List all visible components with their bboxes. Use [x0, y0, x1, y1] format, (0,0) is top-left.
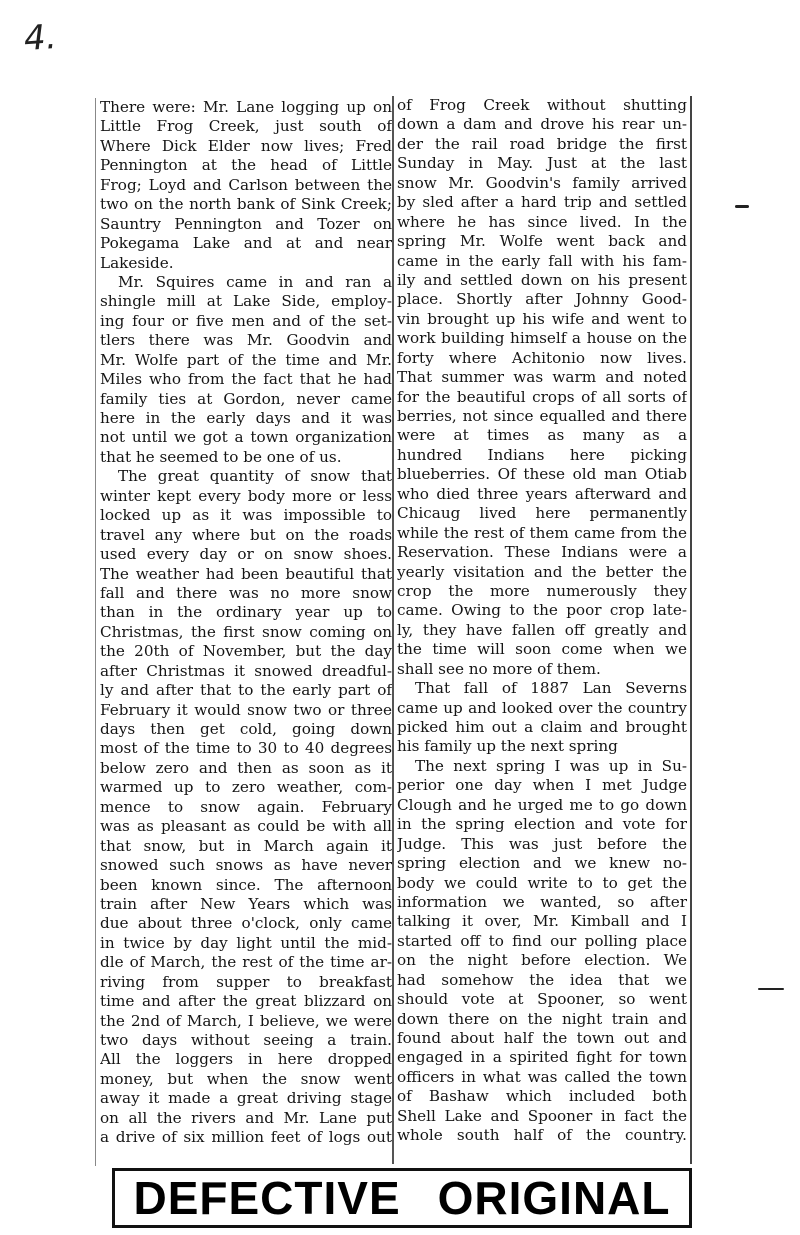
text-line: warmed up to zero weather, com- [100, 778, 392, 797]
text-line: talking it over, Mr. Kimball and I [397, 912, 687, 931]
text-line: vin brought up his wife and went to [397, 309, 687, 328]
text-line: body we could write to to get the [397, 873, 687, 892]
text-line: were at times as many as a [397, 426, 687, 445]
text-line: The next spring I was up in Su- [415, 756, 687, 775]
text-line: down a dam and drove his rear un- [397, 115, 687, 134]
text-line: The great quantity of snow that [118, 467, 392, 486]
text-line: been known since. The afternoon [100, 875, 392, 894]
text-line: came up and looked over the country [397, 698, 687, 717]
text-line: Pennington at the head of Little [100, 156, 392, 175]
text-line: engaged in a spirited fight for town [397, 1048, 687, 1067]
text-line: mence to snow again. February [100, 797, 392, 816]
text-line: while the rest of them came from the [397, 523, 687, 542]
text-line: on the night before election. We [397, 951, 687, 970]
text-line: days then get cold, going down [100, 720, 392, 738]
text-line: yearly visitation and the better the [397, 562, 687, 581]
text-line: who died three years afterward and [397, 484, 687, 503]
text-line: after Christmas it snowed dreadful- [100, 661, 392, 680]
text-line: travel any where but on the roads [100, 525, 392, 544]
text-line: Christmas, the first snow coming on [100, 622, 392, 641]
text-line: dle of March, the rest of the time ar- [100, 953, 392, 972]
text-line: work building himself a house on the [397, 329, 687, 348]
text-line: Chicaug lived here permanently [397, 504, 687, 523]
text-line: should vote at Spooner, so went [397, 990, 687, 1009]
text-line: the 2nd of March, I believe, we were [100, 1011, 392, 1030]
text-line: Little Frog Creek, just south of [100, 117, 392, 136]
text-line: Where Dick Elder now lives; Fred [100, 136, 392, 155]
text-line: Frog; Loyd and Carlson between the [100, 175, 392, 194]
text-line: of Bashaw which included both [397, 1087, 687, 1106]
text-line: Mr. Squires came in and ran a [118, 272, 392, 291]
text-line: found about half the town out and [397, 1029, 687, 1047]
text-line: below zero and then as soon as it [100, 758, 392, 777]
text-line: had somehow the idea that we [397, 970, 687, 989]
text-line: in twice by day light until the mid- [100, 933, 392, 952]
text-line: hundred Indians here picking [397, 445, 687, 464]
left-text-column [95, 98, 392, 1166]
text-line: That summer was warm and noted [397, 368, 687, 387]
text-line: forty where Achitonio now lives. [397, 348, 687, 367]
stamp-word-defective: DEFECTIVE [133, 1172, 401, 1224]
text-line: shall see no more of them. [397, 659, 601, 678]
text-line: than in the ordinary year up to [100, 603, 392, 622]
text-line: picked him out a claim and brought [397, 718, 687, 736]
text-line: used every day or on snow shoes. [100, 545, 392, 564]
text-line: two on the north bank of Sink Creek; [100, 195, 392, 214]
text-line: Sauntry Pennington and Tozer on [100, 214, 392, 233]
text-line: information we wanted, so after [397, 892, 687, 911]
text-line: came in the early fall with his fam- [397, 251, 687, 270]
text-line: Mr. Wolfe part of the time and Mr. [100, 350, 392, 369]
stamp-word-original: ORIGINAL [437, 1172, 671, 1224]
text-line: a drive of six million feet of logs out [100, 1128, 392, 1147]
text-line: Pokegama Lake and at and near [100, 234, 392, 253]
text-line: ly and after that to the early part of [100, 681, 392, 700]
text-line: Lakeside. [100, 253, 174, 272]
text-line: ing four or five men and of the set- [100, 311, 392, 330]
text-line: All the loggers in here dropped [100, 1050, 392, 1069]
text-line: his family up the next spring [397, 737, 618, 756]
text-line: was as pleasant as could be with all [100, 817, 392, 836]
text-line: two days without seeing a train. [100, 1031, 392, 1049]
text-line: train after New Years which was [100, 894, 392, 913]
text-line: tlers there was Mr. Goodvin and [100, 331, 392, 350]
text-line: perior one day when I met Judge [397, 776, 687, 795]
text-line: by sled after a hard trip and settled [397, 193, 687, 212]
text-line: money, but when the snow went [100, 1069, 392, 1088]
text-line: due about three o'clock, only came [100, 914, 392, 933]
text-line: crop the more numerously they [397, 581, 687, 600]
text-line: down there on the night train and [397, 1009, 687, 1028]
text-line: here in the early days and it was [100, 409, 392, 427]
text-line: spring Mr. Wolfe went back and [397, 232, 687, 251]
text-line: of Frog Creek without shutting [397, 96, 687, 114]
text-line: family ties at Gordon, never came [100, 389, 392, 408]
text-line: fall and there was no more snow [100, 583, 392, 602]
text-line: Reservation. These Indians were a [397, 543, 687, 562]
text-line: started off to find our polling place [397, 931, 687, 950]
text-line: for the beautiful crops of all sorts of [397, 387, 687, 406]
text-line: not until we got a town organization [100, 428, 392, 447]
text-line: in the spring election and vote for [397, 815, 687, 834]
text-line: whole south half of the country. [397, 1126, 687, 1145]
text-line: time and after the great blizzard on [100, 992, 392, 1011]
text-line: on all the rivers and Mr. Lane put [100, 1108, 392, 1127]
text-line: most of the time to 30 to 40 degrees [100, 739, 392, 758]
text-line: snow Mr. Goodvin's family arrived [397, 173, 687, 192]
text-line: Judge. This was just before the [397, 834, 687, 853]
text-line: The weather had been beautiful that [100, 564, 392, 583]
text-line: locked up as it was impossible to [100, 506, 392, 525]
margin-ink-mark [758, 988, 784, 990]
text-line: place. Shortly after Johnny Good- [397, 290, 687, 309]
text-line: There were: Mr. Lane logging up on [100, 98, 392, 116]
text-line: berries, not since equalled and there [397, 407, 687, 425]
text-line: Clough and he urged me to go down [397, 795, 687, 814]
text-line: ily and settled down on his present [397, 270, 687, 289]
margin-ink-mark [735, 205, 749, 208]
text-line: snowed such snows as have never [100, 856, 392, 875]
text-line: Miles who from the fact that he had [100, 370, 392, 389]
defective-original-stamp [112, 1168, 692, 1228]
text-line: away it made a great driving stage [100, 1089, 392, 1108]
text-line: February it would snow two or three [100, 700, 392, 719]
text-line: the 20th of November, but the day [100, 642, 392, 661]
text-line: the time will soon come when we [397, 640, 687, 659]
text-line: that he seemed to be one of us. [100, 447, 342, 466]
text-line: Sunday in May. Just at the last [397, 154, 687, 173]
text-line: spring election and we knew no- [397, 854, 687, 873]
text-line: came. Owing to the poor crop late- [397, 601, 687, 620]
text-line: ly, they have fallen off greatly and [397, 620, 687, 639]
text-line: shingle mill at Lake Side, employ- [100, 292, 392, 311]
text-line: winter kept every body more or less [100, 486, 392, 505]
text-line: riving from supper to breakfast [100, 972, 392, 991]
right-text-column [392, 96, 692, 1164]
text-line: where he has since lived. In the [397, 212, 687, 231]
text-line: blueberries. Of these old man Otiab [397, 465, 687, 484]
text-line: der the rail road bridge the first [397, 134, 687, 153]
text-line: that snow, but in March again it [100, 836, 392, 855]
text-line: That fall of 1887 Lan Severns [415, 679, 687, 698]
text-line: officers in what was called the town [397, 1067, 687, 1086]
text-line: Shell Lake and Spooner in fact the [397, 1106, 687, 1125]
page-number: 4. [22, 16, 58, 60]
